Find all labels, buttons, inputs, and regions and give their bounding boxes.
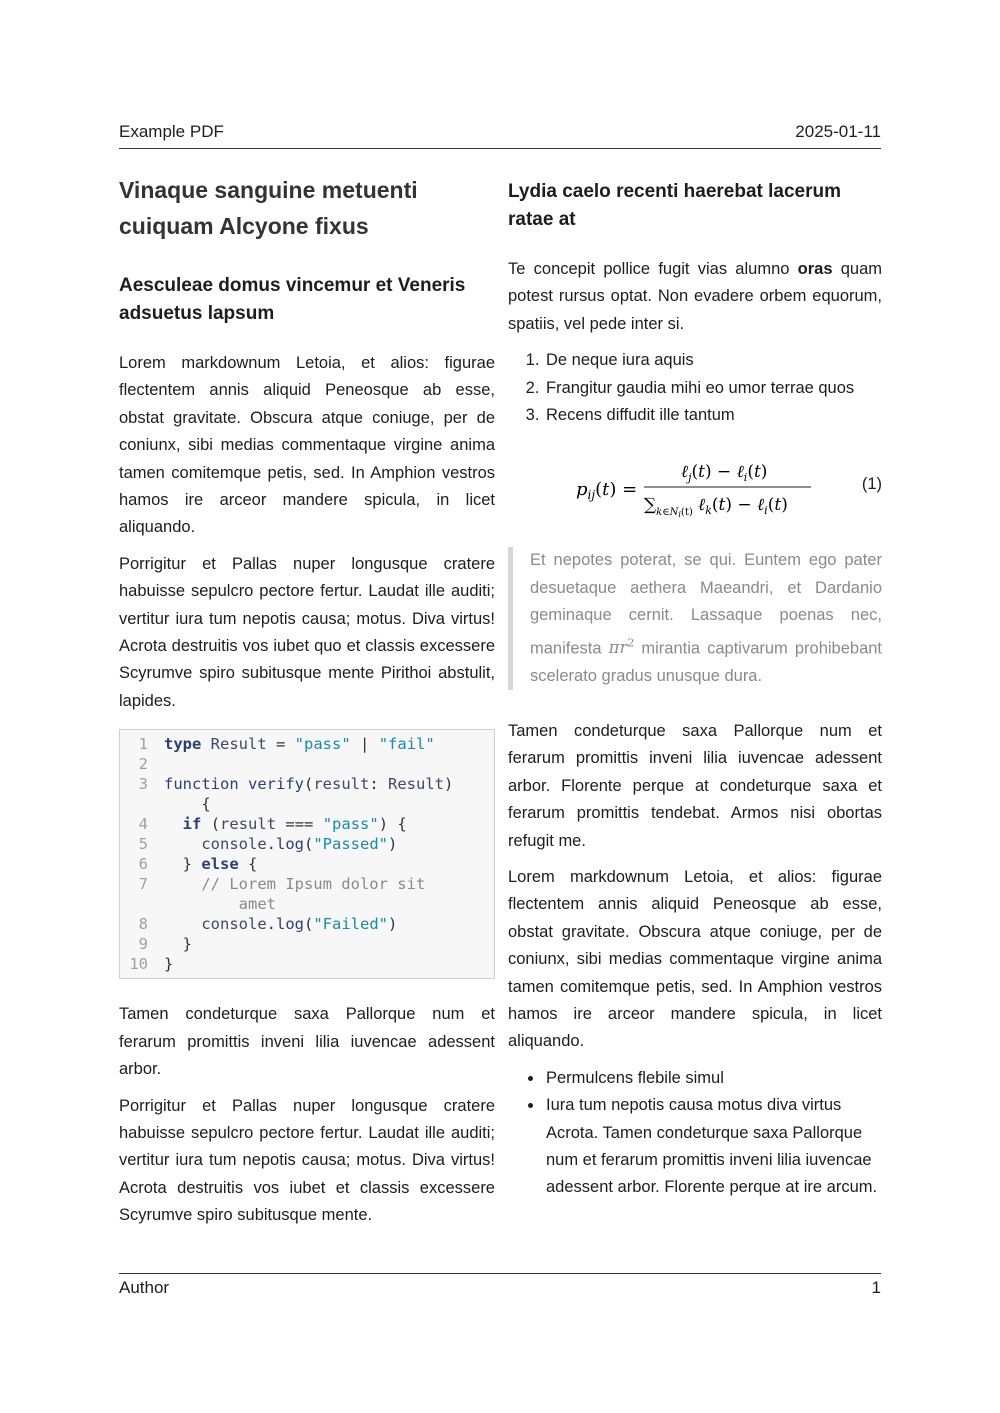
list-item: 3. Recens diffudit ille tantum <box>544 402 882 429</box>
equation-number: (1) <box>861 475 882 494</box>
code-line: 1 type Result = "pass" | "fail" <box>120 734 494 754</box>
code-block <box>119 729 495 979</box>
code-line: amet <box>120 894 494 914</box>
page-header <box>119 120 881 149</box>
code-line: 8 console.log("Failed") <box>120 914 494 934</box>
numbered-list <box>508 347 882 429</box>
paragraph: Tamen condeturque saxa Pallorque num et ferarum promittis inveni lilia iuvencae adessent arbor. Florente perque at condeturque saxa et ferarum promittis tendebat. Armos nisi obortas refugit me. <box>508 721 882 850</box>
line-number: 9 <box>138 935 148 954</box>
svg-text:pij(t) =: $p_{ij}(t)$ = <box>576 479 638 503</box>
svg-text:∑k∈Ni(t) ℓk(t) − ℓi(t): $\sum_{k\in N}i(t)$ ℓ$_k$(t) − ℓ$_i$(t) <box>644 495 788 520</box>
line-number: 3 <box>138 775 148 794</box>
page-footer <box>119 1273 881 1297</box>
code-line: 9 } <box>120 934 494 954</box>
right-column <box>508 172 882 1212</box>
list-item: 1. De neque iura aquis <box>544 347 882 374</box>
line-number: 7 <box>138 875 148 894</box>
footer-author: Author <box>119 1278 170 1297</box>
code-line: 3 function verify(result: Result) <box>120 774 494 794</box>
left-column <box>119 172 495 1239</box>
line-number: 10 <box>129 955 148 974</box>
section-heading: Lydia caelo recenti haerebat lacerum ratae at <box>508 181 842 230</box>
code-line: { <box>120 794 494 814</box>
document-title: Vinaque sanguine metuenti cuiquam Alcyone fixus <box>119 177 418 239</box>
blockquote <box>508 547 882 690</box>
code-line: 7 // Lorem Ipsum dolor sit <box>120 874 494 894</box>
svg-text:ℓj(t) − ℓi(t): ℓ$_j$(t) − ℓ$_i$(t) <box>681 462 768 485</box>
paragraph: Lorem markdownum Letoia, et alios: figurae flectentem annis aliquid Peneosque ab esse, obstat gravitate. Obscura atque coniuge, per de coniunx, sibi medias commentaque virgine anima tamen comitemque petis, sed. In Amphion vestros hamos ire arceor mandere spicula, in licet aliquando. <box>119 354 495 537</box>
line-number <box>120 894 164 914</box>
code-line: 5 console.log("Passed") <box>120 834 494 854</box>
list-item: • Iura tum nepotis causa motus diva virtus Acrota. Tamen condeturque saxa Pallorque num et ferarum promittis inveni lilia iuvencae adessent arbor. Florente perque at ire arcum. <box>544 1092 882 1202</box>
code-line: 4 if (result === "pass") { <box>120 814 494 834</box>
line-number: 8 <box>138 915 148 934</box>
list-item: • Permulcens flebile simul <box>544 1065 882 1092</box>
list-item: 2. Frangitur gaudia mihi eo umor terrae quos <box>544 375 882 402</box>
bold-text: oras <box>797 260 833 278</box>
quote-text: Et nepotes poterat, se qui. Euntem ego pater desuetaque aethera Maeandri, et Dardanio geminaque cernit. Lassaque poenas nec, manifesta $\pi r^2$ mirantia captivarum prohibebant scelerato gradus unusque dura. <box>530 551 883 685</box>
math-inline: $\pi r^2$ <box>608 636 635 658</box>
bullet-list <box>508 1065 882 1202</box>
code-line: 10 } <box>120 954 494 974</box>
code-line <box>120 754 494 774</box>
equation-formula <box>576 455 826 525</box>
paragraph: Tamen condeturque saxa Pallorque num et ferarum promittis inveni lilia iuvencae adessent arbor. <box>119 1005 495 1079</box>
paragraph: Porrigitur et Pallas nuper longusque cratere habuisse sepulcro pectore fertur. Laudat ille auditi; vertitur iura tum nepotis causa; motus. Diva virtus! Acrota destruitis vos iubet et classis excessere Scyrumve spiro subitusque mente. <box>119 1096 495 1225</box>
line-number: 4 <box>138 815 148 834</box>
line-number <box>120 794 164 814</box>
line-number: 1 <box>138 735 148 754</box>
page-number: 1 <box>871 1278 881 1297</box>
equation <box>508 455 882 525</box>
code-line: 6 } else { <box>120 854 494 874</box>
paragraph: Te concepit pollice fugit vias alumno oras quam potest rursus optat. Non evadere orbem equorum, spatiis, vel pede inter si. <box>508 260 883 333</box>
line-number: 2 <box>138 755 148 774</box>
paragraph: Porrigitur et Pallas nuper longusque cratere habuisse sepulcro pectore fertur. Laudat ille auditi; vertitur iura tum nepotis causa; motus. Diva virtus! Acrota destruitis vos iubet quo et classis excessere Scyrumve spiro subitusque mente Pirithoi abstulit, lapides. <box>119 554 495 710</box>
paragraph: Lorem markdownum Letoia, et alios: figurae flectentem annis aliquid Peneosque ab esse, obstat gravitate. Obscura atque coniuge, per de coniunx, sibi medias commentaque virgine anima tamen comitemque petis, sed. In Amphion vestros hamos ire arceor mandere spicula, in licet aliquando. <box>508 868 882 1051</box>
header-doc-title: Example PDF <box>119 122 224 141</box>
section-heading: Aesculeae domus vincemur et Veneris adsuetus lapsum <box>119 275 466 324</box>
line-number: 6 <box>138 855 148 874</box>
line-number: 5 <box>138 835 148 854</box>
header-date: 2025-01-11 <box>795 122 881 141</box>
